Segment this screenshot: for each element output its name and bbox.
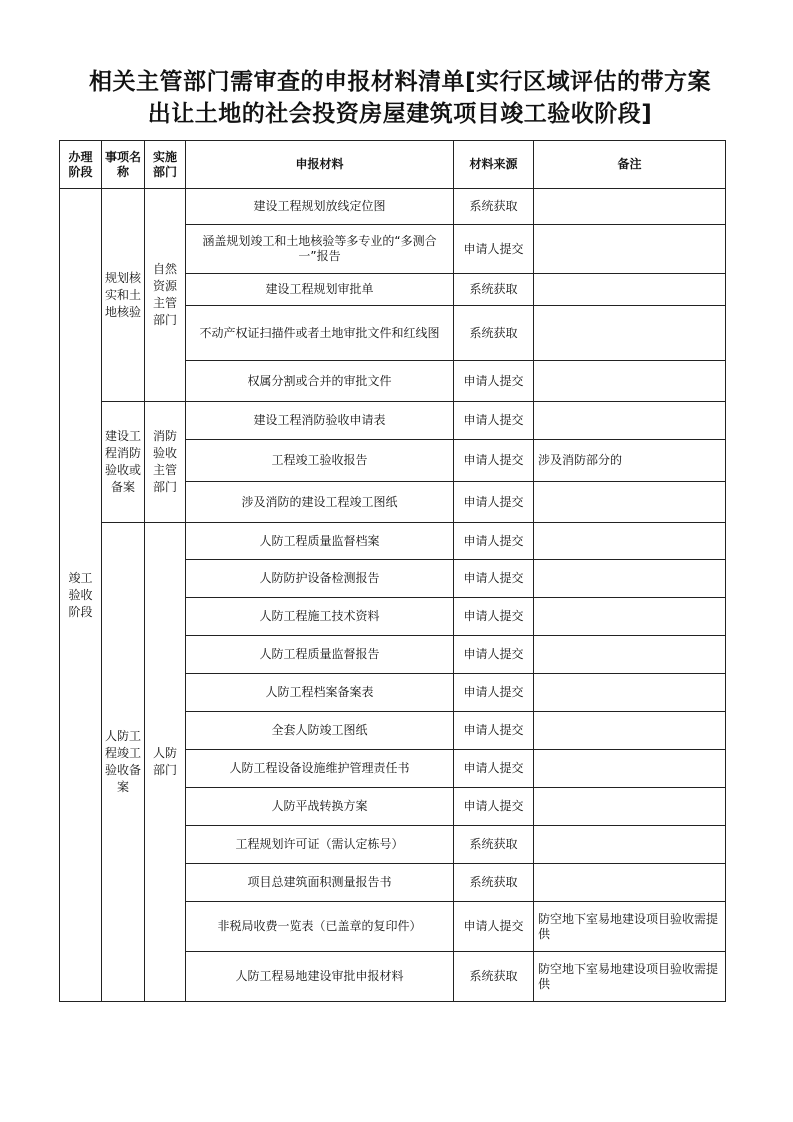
item-cell: 建设工程消防验收或备案 <box>102 402 145 523</box>
note-cell <box>534 560 726 598</box>
source-cell: 系统获取 <box>454 274 534 306</box>
header-item: 事项名称 <box>102 141 145 189</box>
note-cell: 防空地下室易地建设项目验收需提供 <box>534 952 726 1002</box>
note-cell <box>534 788 726 826</box>
material-cell: 涵盖规划竣工和土地核验等多专业的“多测合一”报告 <box>186 225 454 274</box>
source-cell: 申请人提交 <box>454 361 534 402</box>
note-cell <box>534 674 726 712</box>
material-cell: 权属分割或合并的审批文件 <box>186 361 454 402</box>
material-cell: 人防工程设备设施维护管理责任书 <box>186 750 454 788</box>
source-cell: 系统获取 <box>454 864 534 902</box>
material-cell: 工程规划许可证（需认定栋号） <box>186 826 454 864</box>
header-material: 申报材料 <box>186 141 454 189</box>
material-cell: 建设工程规划审批单 <box>186 274 454 306</box>
material-cell: 全套人防竣工图纸 <box>186 712 454 750</box>
note-cell <box>534 189 726 225</box>
note-cell <box>534 864 726 902</box>
item-cell: 规划核实和土地核验 <box>102 189 145 402</box>
source-cell: 系统获取 <box>454 306 534 361</box>
material-cell: 人防工程施工技术资料 <box>186 598 454 636</box>
source-cell: 申请人提交 <box>454 440 534 482</box>
item-cell: 人防工程竣工验收备案 <box>102 523 145 1002</box>
material-cell: 工程竣工验收报告 <box>186 440 454 482</box>
source-cell: 申请人提交 <box>454 523 534 560</box>
source-cell: 申请人提交 <box>454 402 534 440</box>
material-cell: 人防工程质量监督报告 <box>186 636 454 674</box>
note-cell <box>534 750 726 788</box>
material-cell: 人防工程易地建设审批申报材料 <box>186 952 454 1002</box>
note-cell <box>534 826 726 864</box>
material-cell: 人防工程档案备案表 <box>186 674 454 712</box>
material-cell: 建设工程消防验收申请表 <box>186 402 454 440</box>
materials-table <box>59 140 726 1002</box>
dept-cell: 自然资源主管部门 <box>145 189 186 402</box>
note-cell <box>534 598 726 636</box>
note-cell: 涉及消防部分的 <box>534 440 726 482</box>
material-cell: 人防工程质量监督档案 <box>186 523 454 560</box>
source-cell: 系统获取 <box>454 189 534 225</box>
header-stage: 办理阶段 <box>60 141 102 189</box>
document-title-line-2: 出让土地的社会投资房屋建筑项目竣工验收阶段] <box>147 101 653 127</box>
source-cell: 申请人提交 <box>454 712 534 750</box>
table-row <box>60 189 726 225</box>
material-cell: 非税局收费一览表（已盖章的复印件） <box>186 902 454 952</box>
source-cell: 申请人提交 <box>454 674 534 712</box>
note-cell <box>534 274 726 306</box>
note-cell <box>534 523 726 560</box>
document-title-line-1: 相关主管部门需审查的申报材料清单[实行区域评估的带方案 <box>88 69 711 95</box>
material-cell: 涉及消防的建设工程竣工图纸 <box>186 482 454 523</box>
source-cell: 申请人提交 <box>454 560 534 598</box>
material-cell: 项目总建筑面积测量报告书 <box>186 864 454 902</box>
note-cell <box>534 306 726 361</box>
table-header-row <box>60 141 726 189</box>
source-cell: 系统获取 <box>454 952 534 1002</box>
note-cell <box>534 225 726 274</box>
material-cell: 建设工程规划放线定位图 <box>186 189 454 225</box>
note-cell <box>534 402 726 440</box>
dept-cell: 人防部门 <box>145 523 186 1002</box>
table-row <box>60 523 726 560</box>
source-cell: 申请人提交 <box>454 902 534 952</box>
material-cell: 不动产权证扫描件或者土地审批文件和红线图 <box>186 306 454 361</box>
header-dept: 实施部门 <box>145 141 186 189</box>
table-row <box>60 402 726 440</box>
header-note: 备注 <box>534 141 726 189</box>
note-cell: 防空地下室易地建设项目验收需提供 <box>534 902 726 952</box>
material-cell: 人防防护设备检测报告 <box>186 560 454 598</box>
material-cell: 人防平战转换方案 <box>186 788 454 826</box>
source-cell: 申请人提交 <box>454 598 534 636</box>
source-cell: 申请人提交 <box>454 636 534 674</box>
source-cell: 申请人提交 <box>454 225 534 274</box>
source-cell: 申请人提交 <box>454 482 534 523</box>
dept-cell: 消防验收主管部门 <box>145 402 186 523</box>
note-cell <box>534 636 726 674</box>
source-cell: 申请人提交 <box>454 750 534 788</box>
note-cell <box>534 712 726 750</box>
note-cell <box>534 482 726 523</box>
note-cell <box>534 361 726 402</box>
header-source: 材料来源 <box>454 141 534 189</box>
source-cell: 申请人提交 <box>454 788 534 826</box>
source-cell: 系统获取 <box>454 826 534 864</box>
stage-cell: 竣工验收阶段 <box>60 189 102 1002</box>
